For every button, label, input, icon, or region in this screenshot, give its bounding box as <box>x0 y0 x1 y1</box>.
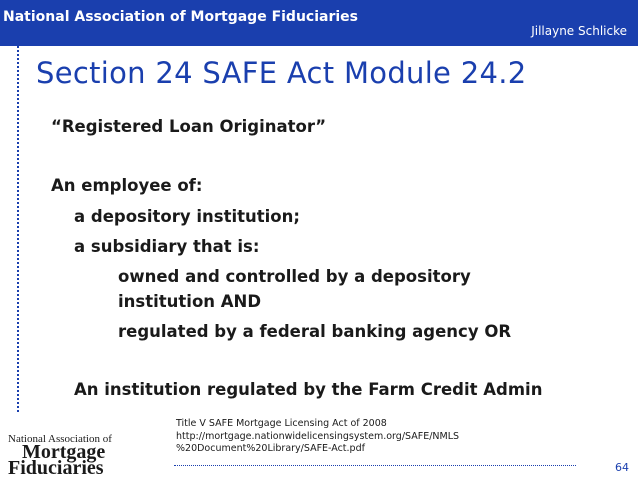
bullet-level1: An employee of: <box>51 176 203 195</box>
citation-title: Title V SAFE Mortgage Licensing Act of 2008 <box>176 418 387 429</box>
logo-text-line2: Mortgage <box>22 441 106 463</box>
logo-text-line1: National Association of <box>8 433 112 445</box>
bullet-level3-continued: institution AND <box>118 292 262 311</box>
term-heading: “Registered Loan Originator” <box>51 117 327 136</box>
bullet-level2: a subsidiary that is: <box>74 237 260 256</box>
bullet-level3: owned and controlled by a depository <box>118 267 471 286</box>
logo-text-line3: Fiduciaries <box>8 457 104 476</box>
bullet-level2: a depository institution; <box>74 207 300 226</box>
footer-divider <box>174 465 576 466</box>
citation-url-link[interactable]: http://mortgage.nationwidelicensingsystem.org/SAFE/NMLS <box>176 430 460 442</box>
header-bar <box>0 0 638 46</box>
page-number: 64 <box>615 461 629 474</box>
header-author: Jillayne Schlicke <box>531 24 627 38</box>
citation-url-link[interactable]: %20Document%20Library/SAFE-Act.pdf <box>176 443 365 454</box>
slide-title: Section 24 SAFE Act Module 24.2 <box>36 56 527 90</box>
bullet-level3: regulated by a federal banking agency OR <box>118 322 512 341</box>
left-divider <box>17 46 19 412</box>
citation-footnote <box>176 418 459 456</box>
organization-logo <box>6 430 134 476</box>
bullet-level2: An institution regulated by the Farm Credit Admin <box>74 380 543 399</box>
header-organization: National Association of Mortgage Fiduciaries <box>3 9 358 25</box>
